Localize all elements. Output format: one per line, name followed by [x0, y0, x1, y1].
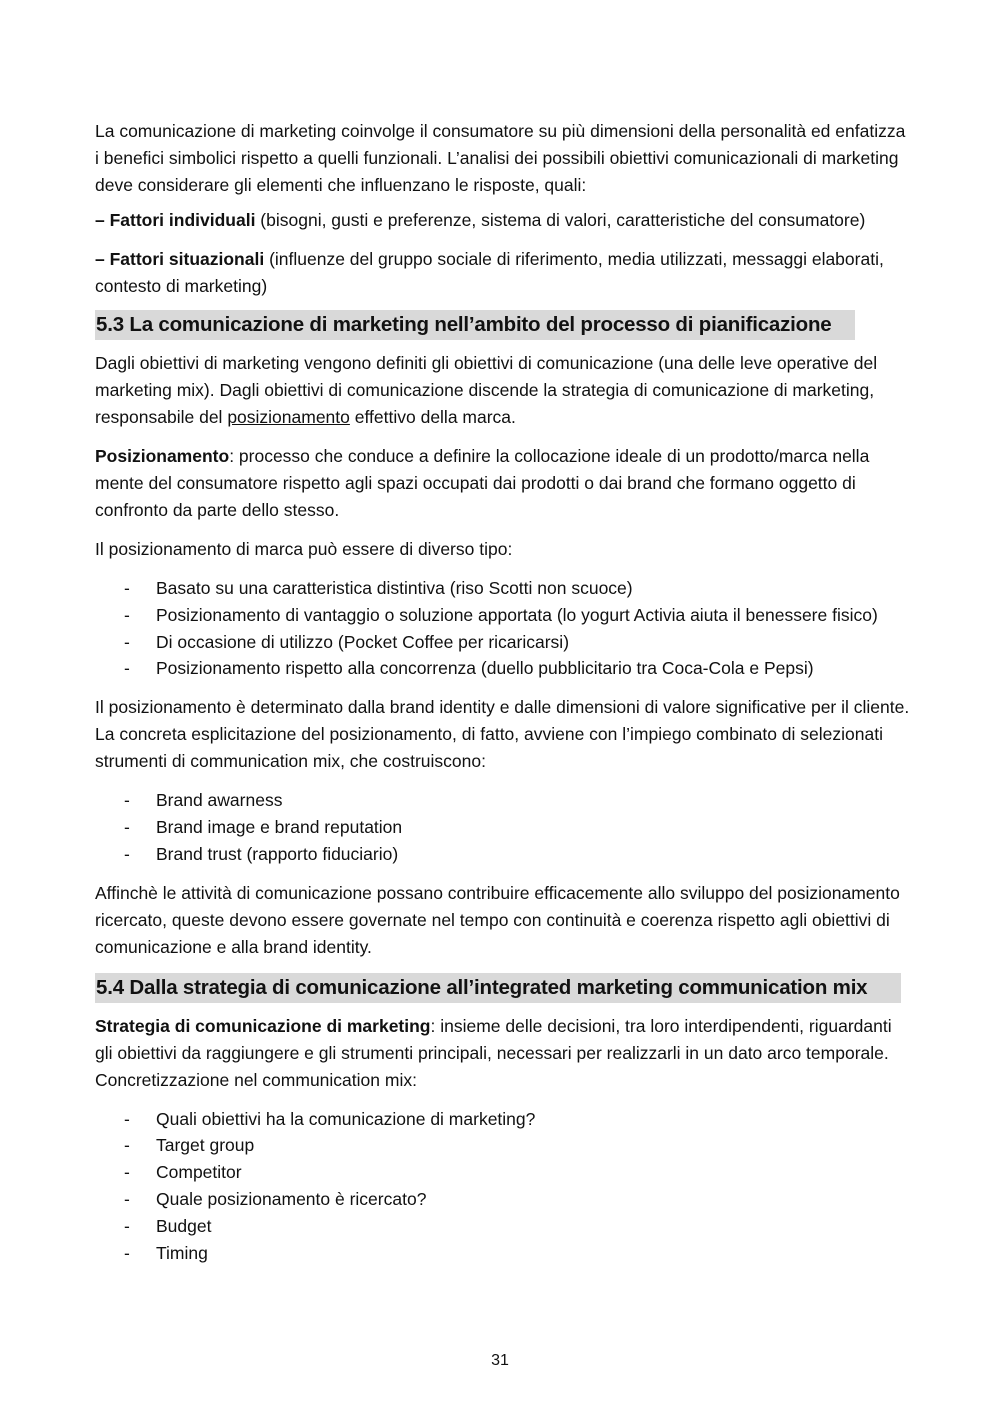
factor-situazionali [95, 246, 910, 300]
factor-situazionali-text: (influenze del gruppo sociale di riferimento, media utilizzati, messaggi elaborati, contesto di marketing) [95, 249, 884, 296]
page-number: 31 [491, 1352, 509, 1369]
list-item: - Target group [95, 1132, 910, 1159]
strategia-text: : insieme delle decisioni, tra loro interdipendenti, riguardanti gli obiettivi da raggiungere e gli strumenti principali, necessari per realizzarli in un dato arco temporale. Concretizzazione nel communication mix: [95, 1015, 892, 1090]
list-item: - Brand image e brand reputation [95, 814, 910, 841]
list-item: - Basato su una caratteristica distintiva (riso Scotti non scuoce) [95, 575, 910, 602]
heading-5-3: 5.3 La comunicazione di marketing nell’ambito del processo di pianificazione [95, 310, 855, 340]
section53-paragraph-1 [95, 350, 910, 431]
heading-5-4: 5.4 Dalla strategia di comunicazione all’integrated marketing communication mix [95, 973, 901, 1003]
posizionamento-term: posizionamento [227, 407, 350, 427]
brand-builds-list [95, 787, 910, 867]
list-item: - Timing [95, 1240, 910, 1267]
list-item: - Budget [95, 1213, 910, 1240]
factor-situazionali-label: – Fattori situazionali [95, 249, 265, 269]
factor-individuali [95, 207, 910, 234]
list-item: - Brand awarness [95, 787, 910, 814]
list-item: - Quali obiettivi ha la comunicazione di marketing? [95, 1106, 910, 1133]
section53-paragraph-3: Affinchè le attività di comunicazione possano contribuire efficacemente allo sviluppo del posizionamento ricercato, queste devono essere governate nel tempo con continuità e coerenza rispetto agli obiettivi di comunicazione e alla brand identity. [95, 882, 900, 957]
positioning-types-list [95, 575, 910, 682]
types-intro: Il posizionamento di marca può essere di diverso tipo: [95, 539, 513, 559]
intro-paragraph: La comunicazione di marketing coinvolge il consumatore su più dimensioni della personalità ed enfatizza i benefici simbolici rispetto a quelli funzionali. L’analisi dei possibili obiettivi comunicazionali di marketing deve considerare gli elementi che influenzano le risposte, quali: [95, 121, 906, 195]
page-content [95, 118, 910, 1266]
strategia-label: Strategia di comunicazione di marketing [95, 1015, 431, 1036]
posizionamento-text: : processo che conduce a definire la collocazione ideale di un prodotto/marca nella mente del consumatore rispetto agli spazi occupati dai prodotti o dai brand che formano oggetto di confronto da parte dello stesso. [95, 446, 870, 520]
strategia-definition [95, 1013, 910, 1094]
section53-p1-text: Dagli obiettivi di marketing vengono definiti gli obiettivi di comunicazione (una delle leve operative del marketing mix). Dagli obiettivi di comunicazione discende la strategia di comunicazione di marketing, responsabile del [95, 353, 878, 427]
section53-p1-end: effettivo della marca. [349, 407, 516, 427]
list-item: - Di occasione di utilizzo (Pocket Coffee per ricaricarsi) [95, 629, 910, 656]
factor-individuali-label: – Fattori individuali [95, 210, 256, 230]
list-item: - Posizionamento rispetto alla concorrenza (duello pubblicitario tra Coca-Cola e Pepsi) [95, 655, 910, 682]
section53-paragraph-2: Il posizionamento è determinato dalla brand identity e dalle dimensioni di valore significative per il cliente. La concreta esplicitazione del posizionamento, di fatto, avviene con l’impiego combinato di selezionati strumenti di communication mix, che costruiscono: [95, 697, 910, 772]
list-item: - Brand trust (rapporto fiduciario) [95, 841, 910, 868]
list-item: - Quale posizionamento è ricercato? [95, 1186, 910, 1213]
factor-individuali-text: (bisogni, gusti e preferenze, sistema di valori, caratteristiche del consumatore) [255, 210, 866, 230]
posizionamento-definition [95, 443, 910, 524]
communication-mix-list [95, 1106, 910, 1267]
posizionamento-label: Posizionamento [95, 446, 230, 466]
list-item: - Competitor [95, 1159, 910, 1186]
list-item: - Posizionamento di vantaggio o soluzione apportata (lo yogurt Activia aiuta il benessere fisico) [95, 602, 910, 629]
